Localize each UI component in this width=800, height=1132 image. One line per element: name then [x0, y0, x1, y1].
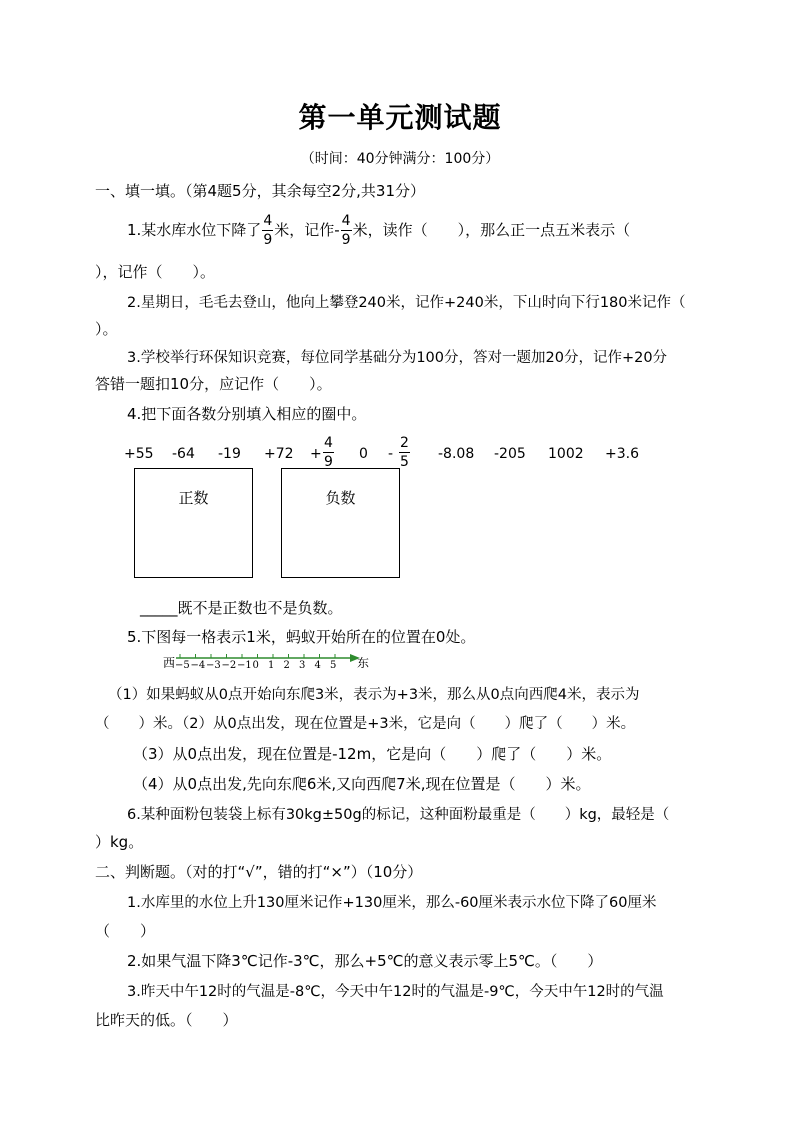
axis-tick-label: 2 [283, 660, 290, 671]
q3-line2: 答错一题扣10分，应记作（ ）。 [95, 375, 332, 393]
q1-part3: 米，读作（ ），那么正一点五米表示（ [352, 221, 631, 239]
axis-east-label: 东 [357, 656, 370, 670]
number-item: -64 [172, 446, 195, 462]
time-score-info: （时间：40分钟满分：100分） [300, 151, 500, 167]
q1-part2: 米，记作- [274, 221, 340, 239]
axis-tick-label: −4 [190, 660, 206, 671]
judge-1-line2: （ ） [95, 922, 156, 940]
axis-tick-label: 4 [314, 660, 321, 671]
fraction-2-5-negative: $\frac{2}{5}$ [400, 435, 409, 470]
positive-numbers-box[interactable] [134, 468, 253, 578]
number-item: + [310, 446, 322, 462]
fraction-4-9-b: $\frac{4}{9}$ [341, 213, 351, 248]
q2-line2: ）。 [95, 320, 118, 338]
axis-tick-label: 5 [330, 660, 337, 671]
axis-tick-label: −1 [237, 660, 252, 671]
axis-tick-label: −2 [221, 660, 237, 671]
question-3: 3.学校举行环保知识竞赛，每位同学基础分为100分，答对一题加20分，记作+20分 [127, 350, 668, 366]
axis-west-label: 西 [163, 656, 176, 670]
question-4: 4.把下面各数分别填入相应的圈中。 [127, 405, 367, 423]
q6-line2: ）kg。 [95, 833, 144, 851]
q5-sub2: （ ）米。（2）从0点出发，现在位置是+3米，它是向（ ）爬了（ ）米。 [95, 716, 636, 732]
number-item: -19 [218, 446, 241, 462]
q1-line2: ），记作（ ）。 [95, 263, 216, 281]
section1-heading: 一、填一填。（第4题5分，其余每空2分,共31分） [95, 182, 425, 200]
number-item: - [388, 446, 394, 462]
negative-numbers-box[interactable] [281, 468, 400, 578]
number-item: 0 [359, 446, 368, 462]
positive-box-label: 正数 [178, 489, 209, 507]
number-item: -8.08 [438, 446, 475, 462]
question-6: 6.某种面粉包装袋上标有30kg±50g的标记，这种面粉最重是（ ）kg，最轻是（ [127, 807, 670, 823]
question-2: 2.星期日，毛毛去登山，他向上攀登240米，记作+240米，下山时向下行180米记作（ [127, 295, 686, 311]
number-item: 1002 [548, 446, 584, 462]
q5-sub3: （3）从0点出发，现在位置是-12m，它是向（ ）爬了（ ）米。 [133, 745, 612, 763]
judge-3: 3.昨天中午12时的气温是-8℃，今天中午12时的气温是-9℃，今天中午12时的气温 [127, 984, 664, 1000]
axis-tick-label: −5 [175, 660, 190, 671]
judge-3-line2: 比昨天的低。（ ） [95, 1011, 238, 1029]
axis-tick-label: 3 [299, 660, 306, 671]
question-1 [127, 208, 630, 252]
number-item: +55 [124, 446, 154, 462]
q1-part1: 1.某水库水位下降了 [127, 221, 262, 239]
page-title: 第一单元测试题 [298, 101, 502, 134]
number-item: +3.6 [605, 446, 639, 462]
axis-tick-label: 1 [268, 660, 275, 671]
fraction-4-9-positive: $\frac{4}{9}$ [324, 435, 333, 470]
fraction-4-9-a: $\frac{4}{9}$ [263, 213, 273, 248]
section2-heading: 二、判断题。（对的打“√”，错的打“×”）（10分） [95, 863, 423, 881]
number-item: +72 [264, 446, 294, 462]
number-item: -205 [494, 446, 526, 462]
axis-tick-label: 0 [252, 660, 259, 671]
q5-sub4: （4）从0点出发,先向东爬6米,又向西爬7米,现在位置是（ ）米。 [133, 775, 591, 793]
judge-2: 2.如果气温下降3℃记作-3℃，那么+5℃的意义表示零上5℃。（ ） [127, 952, 603, 970]
neither-line: _____既不是正数也不是负数。 [140, 599, 343, 617]
judge-1: 1.水库里的水位上升130厘米记作+130厘米，那么-60厘米表示水位下降了60厘米 [127, 895, 657, 911]
q5-sub1: （1）如果蚂蚁从0点开始向东爬3米，表示为+3米，那么从0点向西爬4米，表示为 [108, 687, 640, 703]
negative-box-label: 负数 [325, 489, 356, 507]
axis-tick-label: −3 [206, 660, 221, 671]
question-5: 5.下图每一格表示1米，蚂蚁开始所在的位置在0处。 [127, 628, 476, 646]
